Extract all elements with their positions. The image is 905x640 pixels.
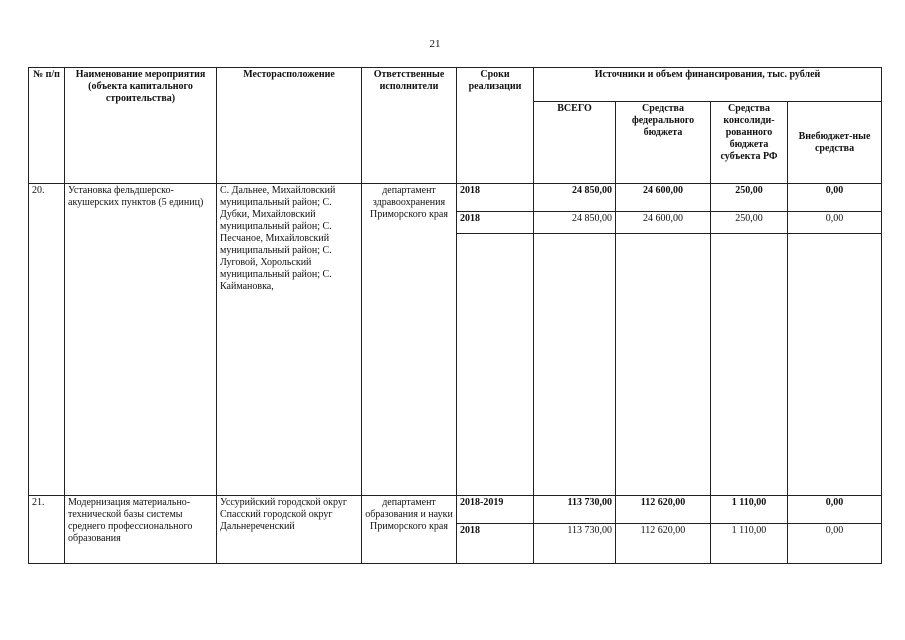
row-name: Установка фельдшерско-акушерских пунктов (5 единиц): [65, 184, 217, 496]
row-summary-federal: 24 600,00: [616, 184, 711, 212]
row-detail-extrabudget: 0,00: [788, 212, 882, 234]
header-responsible: Ответственные исполнители: [362, 68, 457, 184]
row-detail-period: 2018: [457, 524, 534, 564]
row-detail-period: 2018: [457, 212, 534, 234]
row-summary-extrabudget: 0,00: [788, 496, 882, 524]
row-location: Уссурийский городской округ Спасский городской округ Дальнереченский: [217, 496, 362, 564]
capital-construction-table: [28, 67, 882, 564]
header-num: № п/п: [29, 68, 65, 184]
row-detail-extrabudget: 0,00: [788, 524, 882, 564]
row-detail-total: 24 850,00: [534, 212, 616, 234]
header-federal: Средства федерального бюджета: [616, 102, 711, 184]
row-summary-consolidated: 1 110,00: [711, 496, 788, 524]
row-detail-consolidated: 250,00: [711, 212, 788, 234]
header-extrabudget: Внебюджет-ные средства: [788, 102, 882, 184]
row-detail-federal: 24 600,00: [616, 212, 711, 234]
page-number: 21: [429, 38, 441, 50]
row-summary-period: 2018: [457, 184, 534, 212]
header-funding: Источники и объем финансирования, тыс. рублей: [534, 68, 882, 102]
row-detail-federal: 112 620,00: [616, 524, 711, 564]
row-detail-consolidated: 1 110,00: [711, 524, 788, 564]
row-responsible: департамент образования и науки Приморского края: [362, 496, 457, 564]
table-row: [29, 496, 882, 524]
header-location: Месторасположение: [217, 68, 362, 184]
row-num: 20.: [29, 184, 65, 496]
row-name: Модернизация материально-технической базы системы среднего профессионального образования: [65, 496, 217, 564]
row-summary-total: 24 850,00: [534, 184, 616, 212]
row-responsible: департамент здравоохранения Приморского края: [362, 184, 457, 496]
header-total: ВСЕГО: [534, 102, 616, 184]
row-num: 21.: [29, 496, 65, 564]
row-summary-federal: 112 620,00: [616, 496, 711, 524]
row-summary-consolidated: 250,00: [711, 184, 788, 212]
header-consolidated: Средства консолиди-рованного бюджета субъекта РФ: [711, 102, 788, 184]
row-detail-total: 113 730,00: [534, 524, 616, 564]
row-summary-total: 113 730,00: [534, 496, 616, 524]
row-summary-period: 2018-2019: [457, 496, 534, 524]
header-period: Сроки реализации: [457, 68, 534, 184]
table-row: [29, 184, 882, 212]
row-location: С. Дальнее, Михайловский муниципальный район; С. Дубки, Михайловский муниципальный район; С. Песчаное, Михайловский муниципальный район; С. Луговой, Хорольский муниципальный район; С. Каймановка,: [217, 184, 362, 496]
header-name: Наименование мероприятия (объекта капитального строительства): [65, 68, 217, 184]
row-summary-extrabudget: 0,00: [788, 184, 882, 212]
